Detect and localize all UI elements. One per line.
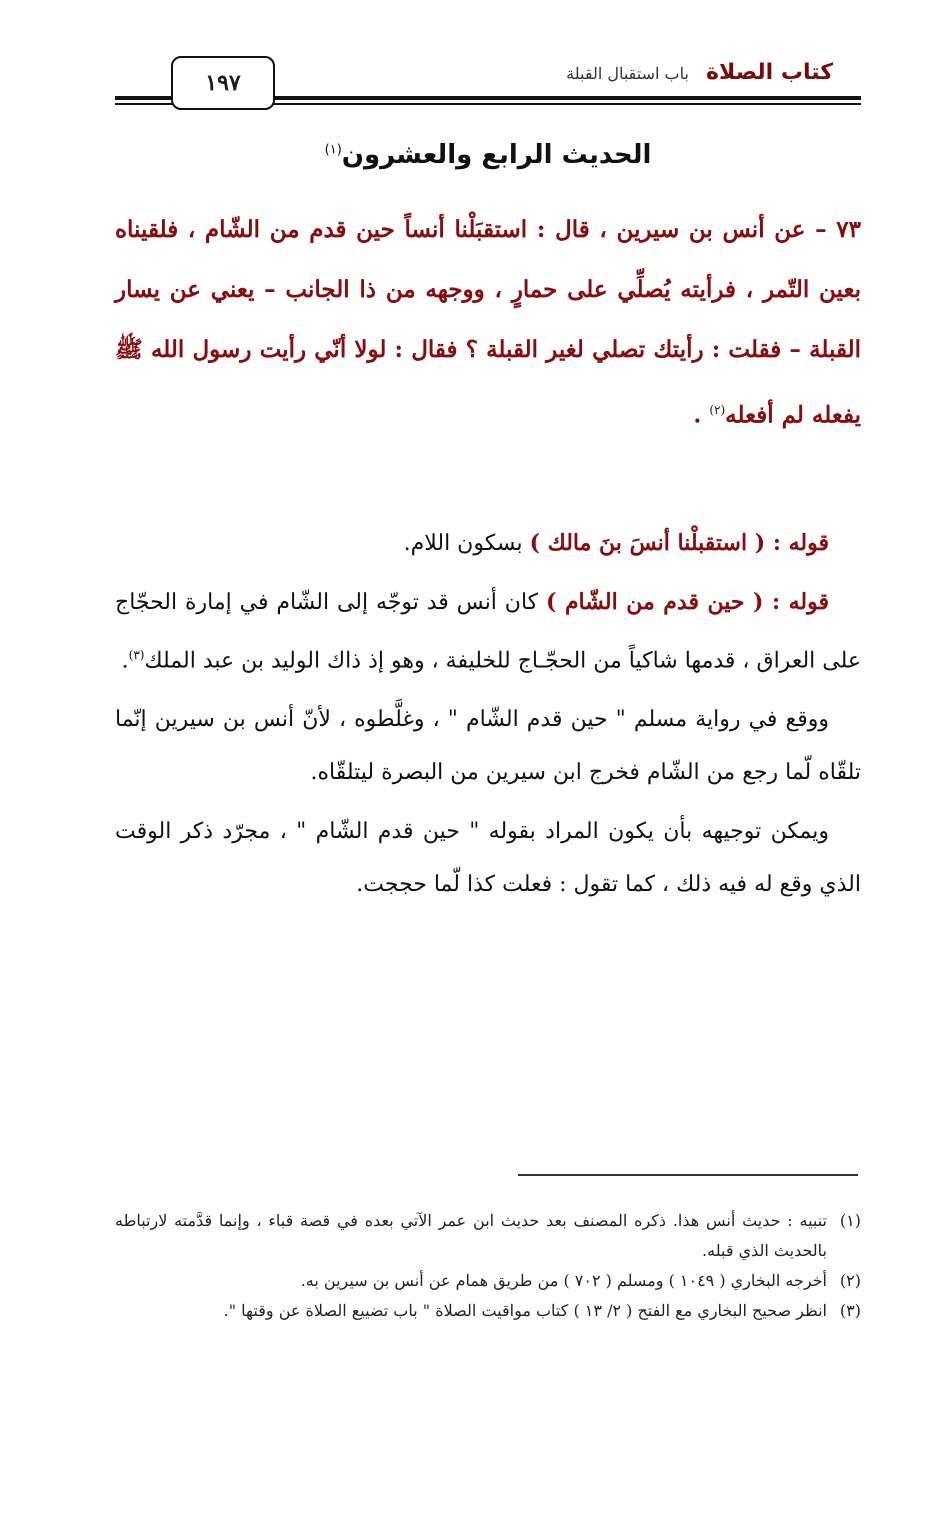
hadith-text (115, 200, 861, 446)
footnote-ref: (٢) (709, 403, 726, 417)
commentary-end: . (121, 648, 129, 674)
hadith-body: ٧٣ – عن أنس بن سيرين ، قال : استقبَلْنا أنساً حين قدم من الشّام ، فلقيناه بعين التّمر ، فرأيته يُصلِّي على حمارٍ ، ووجهه من ذا الجانب – يعني عن يسار القبلة – فقلت : رأيتك تصلي لغير القبلة ؟ فقال : لولا أنّي رأيت رسول الله ﷺ يفعله لم أفعله (115, 216, 861, 429)
footnotes (115, 1206, 861, 1326)
commentary (115, 517, 861, 911)
hadith-end: . (693, 401, 710, 429)
footnote-number: (١) (839, 1211, 861, 1230)
page-number: ١٩٧ (171, 56, 275, 110)
footnote-text: أخرجه البخاري ( ١٠٤٩ ) ومسلم ( ٧٠٢ ) من طريق همام عن أنس بن سيرين به. (300, 1271, 827, 1290)
commentary-paragraph (115, 517, 861, 570)
running-title (566, 60, 833, 85)
footnote-item (115, 1266, 861, 1296)
footnote-text: انظر صحيح البخاري مع الفتح ( ٢/ ١٣ ) كتاب مواقيت الصلاة " باب تضييع الصلاة عن وقتها ". (223, 1301, 827, 1320)
book-title: كتاب الصلاة (706, 60, 833, 85)
commentary-label: قوله : ( حين قدم من الشّام ) (546, 589, 829, 615)
commentary-paragraph: ويمكن توجيهه بأن يكون المراد بقوله " حين قدم الشّام " ، مجرّد ذكر الوقت الذي وقع له فيه ذلك ، كما تقول : فعلت كذا لّما حججت. (115, 819, 861, 898)
commentary-paragraph (115, 576, 861, 687)
footnote-separator (518, 1174, 858, 1176)
commentary-text: كان أنس قد توجّه إلى الشّام في إمارة الحجّاج على العراق ، قدمها شاكياً من الحجّـاج للخليفة ، وهو إذ ذاك الوليد بن عبد الملك (115, 590, 861, 674)
section-title (115, 140, 861, 170)
footnote-item (115, 1206, 861, 1266)
section-title-text: الحديث الرابع والعشرون (341, 140, 652, 170)
footnote-text: تنبيه : حديث أنس هذا. ذكره المصنف بعد حديث ابن عمر الآتي بعده في قصة قباء ، وإنما قدَّمته لارتباطه بالحديث الذي قبله. (115, 1211, 827, 1260)
chapter-title: باب استقبال القبلة (566, 64, 689, 83)
page-header (115, 56, 861, 112)
commentary-text: بسكون اللام. (403, 531, 530, 556)
footnote-number: (٣) (839, 1301, 861, 1320)
footnote-item (115, 1296, 861, 1326)
footnote-number: (٢) (839, 1271, 861, 1290)
commentary-label: قوله : ( استقبلْنا أنسَ بنَ مالك ) (529, 530, 829, 556)
footnote-ref: (١) (324, 142, 342, 158)
commentary-paragraph: ووقع في رواية مسلم " حين قدم الشّام " ، وغلَّطوه ، لأنّ أنس بن سيرين إنّما تلقّاه لّما رجع من الشّام فخرج ابن سيرين من البصرة ليتلقّاه. (115, 707, 861, 786)
footnote-ref: (٣) (128, 648, 145, 662)
